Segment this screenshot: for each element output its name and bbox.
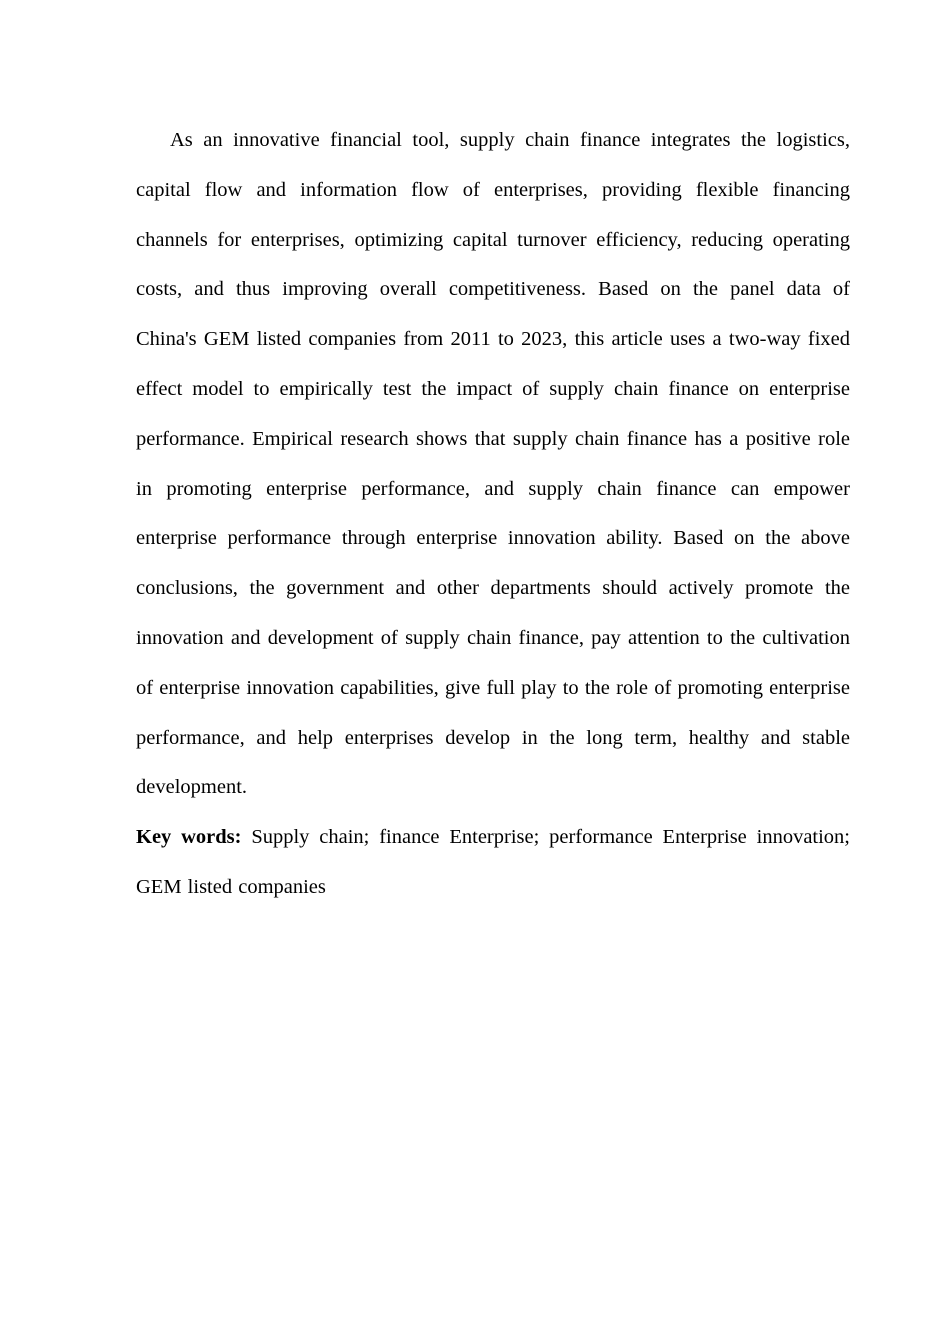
document-page	[136, 116, 850, 913]
keywords-text: Supply chain; finance Enterprise; performance Enterprise innovation; GEM listed companies	[136, 826, 851, 898]
abstract-paragraph: As an innovative financial tool, supply chain finance integrates the logistics, capital flow and information flow of enterprises, providing flexible financing channels for enterprises, optimizing capital turnover efficiency, reducing operating costs, and thus improving overall competitiveness. Based on the panel data of China's GEM listed companies from 2011 to 2023, this article uses a two-way fixed effect model to empirically test the impact of supply chain finance on enterprise performance. Empirical research shows that supply chain finance has a positive role in promoting enterprise performance, and supply chain finance can empower enterprise performance through enterprise innovation ability. Based on the above conclusions, the government and other departments should actively promote the innovation and development of supply chain finance, pay attention to the cultivation of enterprise innovation capabilities, give full play to the role of promoting enterprise performance, and help enterprises develop in the long term, healthy and stable development.	[136, 129, 850, 799]
keywords-label: Key words:	[136, 826, 242, 849]
keywords-paragraph	[136, 813, 850, 913]
